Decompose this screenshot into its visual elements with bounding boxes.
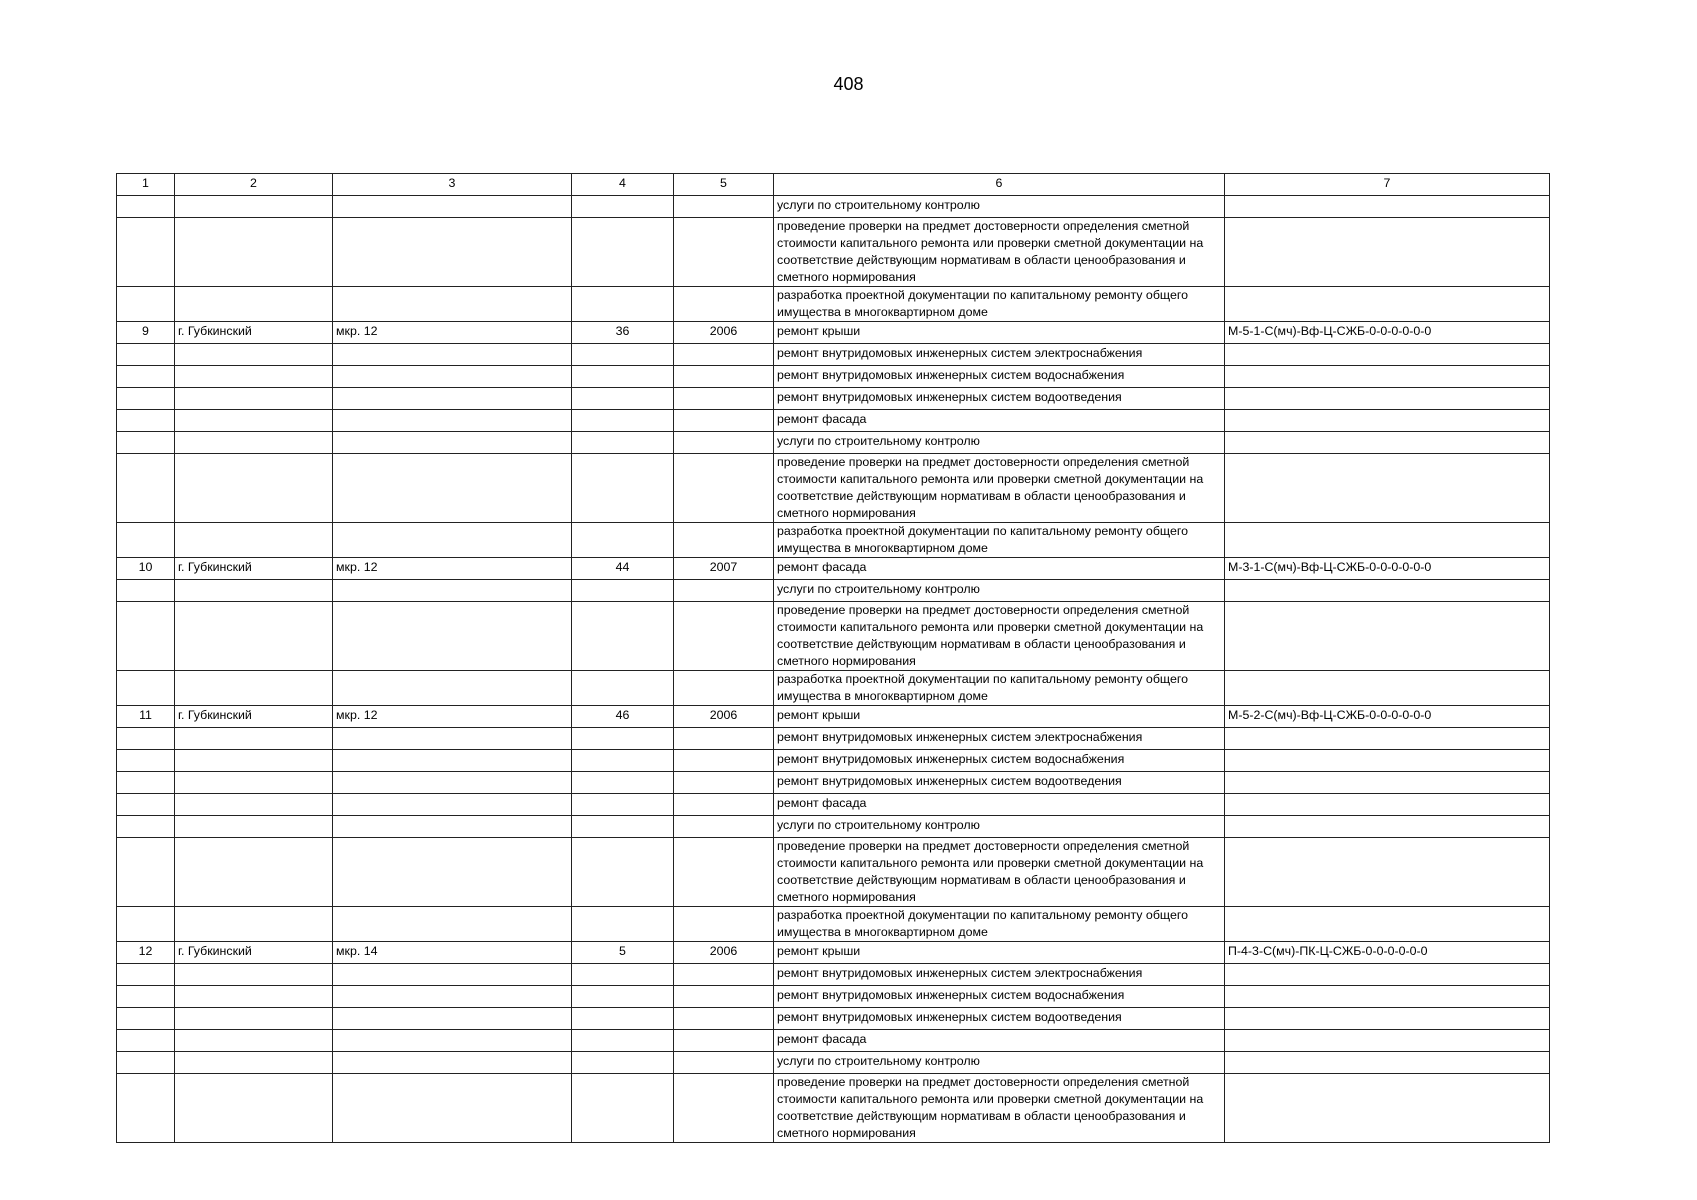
- row-number-cell: [117, 986, 175, 1008]
- row-number-cell: [117, 1074, 175, 1143]
- work-type-cell: услуги по строительному контролю: [774, 1052, 1225, 1074]
- table-body: [117, 196, 1550, 1143]
- city-cell: г. Губкинский: [175, 558, 333, 580]
- house-number-cell: 44: [572, 558, 674, 580]
- city-cell: [175, 1030, 333, 1052]
- row-number-cell: [117, 1052, 175, 1074]
- row-number-cell: [117, 344, 175, 366]
- street-cell: [333, 287, 572, 322]
- column-header-5: 5: [674, 174, 774, 196]
- street-cell: [333, 907, 572, 942]
- building-code-cell: [1225, 671, 1550, 706]
- table-row: [117, 964, 1550, 986]
- year-cell: [674, 218, 774, 287]
- street-cell: [333, 1074, 572, 1143]
- year-cell: [674, 964, 774, 986]
- city-cell: [175, 454, 333, 523]
- city-cell: [175, 772, 333, 794]
- row-number-cell: [117, 816, 175, 838]
- work-type-cell: проведение проверки на предмет достоверности определения сметной стоимости капитального ремонта или проверки сметной документации на соответствие действующим нормативам в области ценообразования и сметного нормирования: [774, 1074, 1225, 1143]
- year-cell: [674, 602, 774, 671]
- table-row: [117, 432, 1550, 454]
- street-cell: [333, 410, 572, 432]
- building-code-cell: [1225, 1074, 1550, 1143]
- building-code-cell: [1225, 366, 1550, 388]
- work-type-cell: ремонт внутридомовых инженерных систем электроснабжения: [774, 344, 1225, 366]
- city-cell: [175, 671, 333, 706]
- table-row: [117, 218, 1550, 287]
- house-number-cell: [572, 287, 674, 322]
- work-type-cell: ремонт внутридомовых инженерных систем водоотведения: [774, 1008, 1225, 1030]
- row-number-cell: [117, 1008, 175, 1030]
- city-cell: [175, 964, 333, 986]
- street-cell: [333, 838, 572, 907]
- table-row: [117, 772, 1550, 794]
- street-cell: [333, 344, 572, 366]
- building-code-cell: [1225, 344, 1550, 366]
- city-cell: [175, 1008, 333, 1030]
- row-number-cell: [117, 907, 175, 942]
- year-cell: [674, 772, 774, 794]
- city-cell: [175, 750, 333, 772]
- work-type-cell: ремонт крыши: [774, 322, 1225, 344]
- work-type-cell: ремонт внутридомовых инженерных систем водоснабжения: [774, 366, 1225, 388]
- year-cell: 2006: [674, 322, 774, 344]
- building-code-cell: [1225, 838, 1550, 907]
- table-row: [117, 1030, 1550, 1052]
- street-cell: [333, 794, 572, 816]
- page-number: 408: [833, 74, 864, 94]
- street-cell: [333, 196, 572, 218]
- city-cell: [175, 523, 333, 558]
- work-type-cell: услуги по строительному контролю: [774, 432, 1225, 454]
- year-cell: [674, 838, 774, 907]
- table-row: [117, 602, 1550, 671]
- table-header: [117, 174, 1550, 196]
- house-number-cell: [572, 1052, 674, 1074]
- house-number-cell: [572, 772, 674, 794]
- year-cell: [674, 1074, 774, 1143]
- building-code-cell: [1225, 1008, 1550, 1030]
- house-number-cell: [572, 986, 674, 1008]
- year-cell: [674, 410, 774, 432]
- row-number-cell: [117, 838, 175, 907]
- work-type-cell: ремонт внутридомовых инженерных систем водоотведения: [774, 388, 1225, 410]
- city-cell: [175, 218, 333, 287]
- street-cell: [333, 772, 572, 794]
- city-cell: [175, 907, 333, 942]
- year-cell: 2007: [674, 558, 774, 580]
- street-cell: [333, 454, 572, 523]
- year-cell: 2006: [674, 942, 774, 964]
- work-type-cell: проведение проверки на предмет достоверности определения сметной стоимости капитального ремонта или проверки сметной документации на соответствие действующим нормативам в области ценообразования и сметного нормирования: [774, 602, 1225, 671]
- building-code-cell: М-3-1-С(мч)-Вф-Ц-СЖБ-0-0-0-0-0-0: [1225, 558, 1550, 580]
- row-number-cell: [117, 287, 175, 322]
- work-type-cell: ремонт внутридомовых инженерных систем электроснабжения: [774, 964, 1225, 986]
- table-row: [117, 907, 1550, 942]
- column-header-7: 7: [1225, 174, 1550, 196]
- street-cell: [333, 986, 572, 1008]
- building-code-cell: [1225, 816, 1550, 838]
- table-row: [117, 986, 1550, 1008]
- city-cell: [175, 1052, 333, 1074]
- row-number-cell: 12: [117, 942, 175, 964]
- row-number-cell: [117, 366, 175, 388]
- row-number-cell: [117, 1030, 175, 1052]
- year-cell: [674, 907, 774, 942]
- street-cell: мкр. 12: [333, 322, 572, 344]
- year-cell: [674, 1030, 774, 1052]
- column-header-3: 3: [333, 174, 572, 196]
- house-number-cell: [572, 816, 674, 838]
- column-header-1: 1: [117, 174, 175, 196]
- house-number-cell: 36: [572, 322, 674, 344]
- table-row: [117, 750, 1550, 772]
- table-row: [117, 942, 1550, 964]
- work-type-cell: ремонт крыши: [774, 942, 1225, 964]
- house-number-cell: [572, 344, 674, 366]
- column-header-6: 6: [774, 174, 1225, 196]
- house-number-cell: [572, 964, 674, 986]
- city-cell: [175, 1074, 333, 1143]
- building-code-cell: [1225, 794, 1550, 816]
- work-type-cell: услуги по строительному контролю: [774, 580, 1225, 602]
- city-cell: [175, 838, 333, 907]
- row-number-cell: [117, 772, 175, 794]
- work-type-cell: проведение проверки на предмет достоверности определения сметной стоимости капитального ремонта или проверки сметной документации на соответствие действующим нормативам в области ценообразования и сметного нормирования: [774, 454, 1225, 523]
- house-number-cell: [572, 388, 674, 410]
- building-code-cell: [1225, 523, 1550, 558]
- year-cell: [674, 671, 774, 706]
- house-number-cell: [572, 602, 674, 671]
- city-cell: [175, 580, 333, 602]
- table-row: [117, 706, 1550, 728]
- row-number-cell: [117, 794, 175, 816]
- work-type-cell: услуги по строительному контролю: [774, 816, 1225, 838]
- house-number-cell: [572, 523, 674, 558]
- table-row: [117, 1008, 1550, 1030]
- year-cell: [674, 287, 774, 322]
- year-cell: [674, 344, 774, 366]
- table-row: [117, 671, 1550, 706]
- year-cell: [674, 523, 774, 558]
- row-number-cell: [117, 196, 175, 218]
- street-cell: [333, 1008, 572, 1030]
- city-cell: [175, 602, 333, 671]
- city-cell: [175, 410, 333, 432]
- table-row: [117, 287, 1550, 322]
- year-cell: [674, 986, 774, 1008]
- city-cell: [175, 816, 333, 838]
- city-cell: [175, 344, 333, 366]
- table-row: [117, 410, 1550, 432]
- house-number-cell: [572, 218, 674, 287]
- street-cell: [333, 750, 572, 772]
- street-cell: [333, 816, 572, 838]
- street-cell: [333, 602, 572, 671]
- year-cell: [674, 366, 774, 388]
- house-number-cell: [572, 1074, 674, 1143]
- city-cell: [175, 432, 333, 454]
- house-number-cell: [572, 410, 674, 432]
- table-row: [117, 580, 1550, 602]
- work-type-cell: разработка проектной документации по капитальному ремонту общего имущества в многоквартирном доме: [774, 523, 1225, 558]
- row-number-cell: [117, 523, 175, 558]
- row-number-cell: [117, 964, 175, 986]
- year-cell: [674, 1008, 774, 1030]
- building-code-cell: [1225, 287, 1550, 322]
- building-code-cell: [1225, 218, 1550, 287]
- city-cell: [175, 794, 333, 816]
- city-cell: г. Губкинский: [175, 322, 333, 344]
- table-row: [117, 388, 1550, 410]
- year-cell: [674, 794, 774, 816]
- year-cell: [674, 432, 774, 454]
- house-number-cell: [572, 671, 674, 706]
- city-cell: [175, 728, 333, 750]
- street-cell: мкр. 12: [333, 706, 572, 728]
- city-cell: [175, 287, 333, 322]
- building-code-cell: [1225, 454, 1550, 523]
- city-cell: [175, 196, 333, 218]
- building-code-cell: [1225, 580, 1550, 602]
- work-type-cell: ремонт фасада: [774, 410, 1225, 432]
- column-number-row: [117, 174, 1550, 196]
- street-cell: [333, 1052, 572, 1074]
- house-number-cell: [572, 580, 674, 602]
- street-cell: мкр. 12: [333, 558, 572, 580]
- table-row: [117, 838, 1550, 907]
- row-number-cell: [117, 454, 175, 523]
- work-type-cell: проведение проверки на предмет достоверности определения сметной стоимости капитального ремонта или проверки сметной документации на соответствие действующим нормативам в области ценообразования и сметного нормирования: [774, 218, 1225, 287]
- building-code-cell: [1225, 1030, 1550, 1052]
- street-cell: [333, 1030, 572, 1052]
- building-code-cell: П-4-3-С(мч)-ПК-Ц-СЖБ-0-0-0-0-0-0: [1225, 942, 1550, 964]
- city-cell: [175, 388, 333, 410]
- street-cell: [333, 728, 572, 750]
- work-type-cell: проведение проверки на предмет достоверности определения сметной стоимости капитального ремонта или проверки сметной документации на соответствие действующим нормативам в области ценообразования и сметного нормирования: [774, 838, 1225, 907]
- house-number-cell: 46: [572, 706, 674, 728]
- row-number-cell: [117, 671, 175, 706]
- street-cell: [333, 388, 572, 410]
- city-cell: [175, 366, 333, 388]
- row-number-cell: 10: [117, 558, 175, 580]
- table-row: [117, 366, 1550, 388]
- building-code-cell: [1225, 410, 1550, 432]
- house-number-cell: [572, 1030, 674, 1052]
- row-number-cell: [117, 728, 175, 750]
- year-cell: [674, 1052, 774, 1074]
- house-number-cell: [572, 907, 674, 942]
- building-code-cell: [1225, 964, 1550, 986]
- year-cell: [674, 750, 774, 772]
- building-code-cell: [1225, 728, 1550, 750]
- table-row: [117, 1052, 1550, 1074]
- street-cell: [333, 964, 572, 986]
- row-number-cell: [117, 750, 175, 772]
- row-number-cell: [117, 580, 175, 602]
- year-cell: [674, 580, 774, 602]
- work-type-cell: ремонт фасада: [774, 794, 1225, 816]
- work-type-cell: ремонт фасада: [774, 1030, 1225, 1052]
- capital-repair-table: [116, 173, 1550, 1143]
- street-cell: [333, 523, 572, 558]
- row-number-cell: [117, 602, 175, 671]
- building-code-cell: [1225, 602, 1550, 671]
- year-cell: 2006: [674, 706, 774, 728]
- row-number-cell: [117, 432, 175, 454]
- table-row: [117, 344, 1550, 366]
- work-type-cell: услуги по строительному контролю: [774, 196, 1225, 218]
- house-number-cell: [572, 728, 674, 750]
- table-row: [117, 728, 1550, 750]
- street-cell: [333, 671, 572, 706]
- work-type-cell: разработка проектной документации по капитальному ремонту общего имущества в многоквартирном доме: [774, 907, 1225, 942]
- column-header-2: 2: [175, 174, 333, 196]
- building-code-cell: [1225, 986, 1550, 1008]
- year-cell: [674, 728, 774, 750]
- street-cell: [333, 218, 572, 287]
- building-code-cell: [1225, 196, 1550, 218]
- table-row: [117, 523, 1550, 558]
- work-type-cell: ремонт внутридомовых инженерных систем электроснабжения: [774, 728, 1225, 750]
- house-number-cell: [572, 750, 674, 772]
- row-number-cell: 11: [117, 706, 175, 728]
- house-number-cell: [572, 196, 674, 218]
- work-type-cell: ремонт крыши: [774, 706, 1225, 728]
- city-cell: г. Губкинский: [175, 942, 333, 964]
- row-number-cell: [117, 218, 175, 287]
- building-code-cell: [1225, 388, 1550, 410]
- year-cell: [674, 816, 774, 838]
- table-row: [117, 1074, 1550, 1143]
- work-type-cell: ремонт внутридомовых инженерных систем водоснабжения: [774, 750, 1225, 772]
- street-cell: [333, 580, 572, 602]
- building-code-cell: [1225, 1052, 1550, 1074]
- table-row: [117, 816, 1550, 838]
- table-row: [117, 196, 1550, 218]
- row-number-cell: 9: [117, 322, 175, 344]
- table-row: [117, 558, 1550, 580]
- house-number-cell: [572, 1008, 674, 1030]
- row-number-cell: [117, 388, 175, 410]
- building-code-cell: [1225, 750, 1550, 772]
- street-cell: мкр. 14: [333, 942, 572, 964]
- building-code-cell: [1225, 432, 1550, 454]
- house-number-cell: [572, 366, 674, 388]
- table-row: [117, 322, 1550, 344]
- year-cell: [674, 454, 774, 523]
- city-cell: г. Губкинский: [175, 706, 333, 728]
- table-row: [117, 454, 1550, 523]
- city-cell: [175, 986, 333, 1008]
- row-number-cell: [117, 410, 175, 432]
- house-number-cell: 5: [572, 942, 674, 964]
- building-code-cell: М-5-2-С(мч)-Вф-Ц-СЖБ-0-0-0-0-0-0: [1225, 706, 1550, 728]
- work-type-cell: разработка проектной документации по капитальному ремонту общего имущества в многоквартирном доме: [774, 671, 1225, 706]
- year-cell: [674, 388, 774, 410]
- work-type-cell: ремонт внутридомовых инженерных систем водоотведения: [774, 772, 1225, 794]
- work-type-cell: ремонт внутридомовых инженерных систем водоснабжения: [774, 986, 1225, 1008]
- house-number-cell: [572, 454, 674, 523]
- building-code-cell: [1225, 772, 1550, 794]
- table-row: [117, 794, 1550, 816]
- work-type-cell: ремонт фасада: [774, 558, 1225, 580]
- house-number-cell: [572, 794, 674, 816]
- house-number-cell: [572, 838, 674, 907]
- street-cell: [333, 366, 572, 388]
- work-type-cell: разработка проектной документации по капитальному ремонту общего имущества в многоквартирном доме: [774, 287, 1225, 322]
- street-cell: [333, 432, 572, 454]
- building-code-cell: [1225, 907, 1550, 942]
- building-code-cell: М-5-1-С(мч)-Вф-Ц-СЖБ-0-0-0-0-0-0: [1225, 322, 1550, 344]
- house-number-cell: [572, 432, 674, 454]
- year-cell: [674, 196, 774, 218]
- column-header-4: 4: [572, 174, 674, 196]
